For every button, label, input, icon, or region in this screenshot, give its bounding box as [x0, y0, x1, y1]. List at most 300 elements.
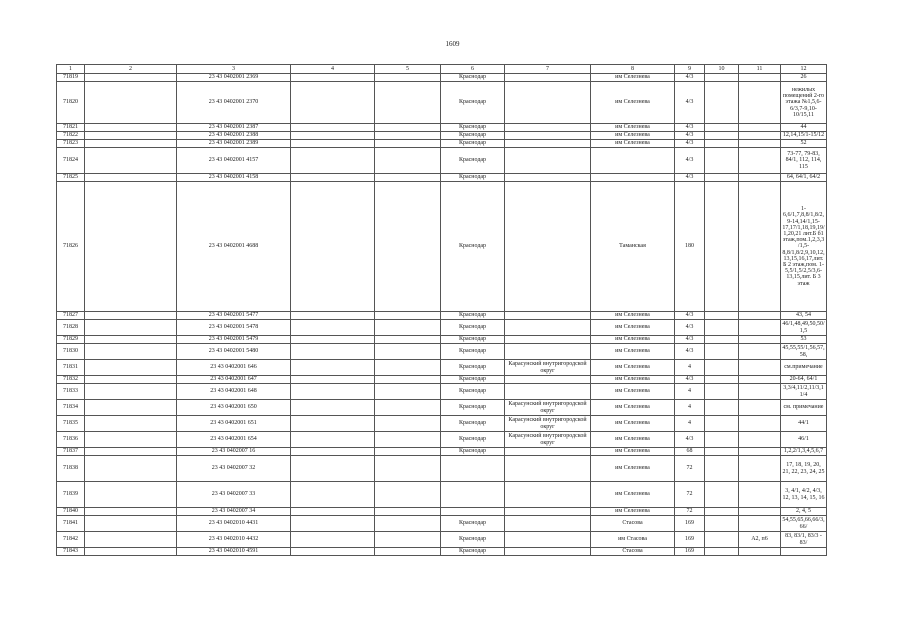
table-row — [57, 140, 827, 148]
col-5-cell — [375, 124, 441, 132]
col-10-cell — [705, 140, 739, 148]
col-4-cell — [291, 312, 375, 320]
house-cell: 72 — [675, 456, 705, 482]
col-5-cell — [375, 432, 441, 448]
cadastral-number: 23 43 0402007 34 — [177, 508, 291, 516]
table-row — [57, 336, 827, 344]
col-11-cell — [739, 376, 781, 384]
col-2-cell — [85, 124, 177, 132]
cadastral-number: 23 43 0402001 2387 — [177, 124, 291, 132]
col-11-cell — [739, 124, 781, 132]
row-number: 71825 — [57, 174, 85, 182]
col-4-cell — [291, 74, 375, 82]
cadastral-number: 23 43 0402001 5479 — [177, 336, 291, 344]
district-cell — [505, 344, 591, 360]
cadastral-number: 23 43 0402001 5480 — [177, 344, 291, 360]
district-cell — [505, 82, 591, 124]
row-number: 71841 — [57, 516, 85, 532]
house-cell: 68 — [675, 448, 705, 456]
cadastral-number: 23 43 0402001 654 — [177, 432, 291, 448]
col-5-cell — [375, 312, 441, 320]
col-10-cell — [705, 320, 739, 336]
col-10-cell — [705, 360, 739, 376]
rooms-cell: 73-77, 79-83, 84/1, 112, 114, 115 — [781, 148, 827, 174]
col-5-cell — [375, 174, 441, 182]
city-cell — [441, 456, 505, 482]
table-row — [57, 508, 827, 516]
city-cell: Краснодар — [441, 376, 505, 384]
street-cell: им Стасова — [591, 532, 675, 548]
col-10-cell — [705, 432, 739, 448]
city-cell: Краснодар — [441, 344, 505, 360]
rooms-cell: 54,55,65,66,66/3,66/ — [782, 517, 825, 530]
table-row — [57, 320, 827, 336]
district-cell — [505, 516, 591, 532]
rooms-cell: 1-6,6/1,7,8,8/1,8/2,9-14,14/1,15-17,17/1,18,19,19/1,20,21 лит.Б б1 этаж,пом.1,2,3,3/1,5-8,8/1,8/2,9,10,12,13,15,16,17,лит. Б 2 этаж,пом. 1-5,5/1,5/2,5/3,6-13,15,лит. Б 3 этаж — [781, 182, 827, 312]
house-cell: 4/3 — [675, 320, 705, 336]
col-11-cell — [739, 416, 781, 432]
col-11-cell — [739, 344, 781, 360]
col-5-cell — [375, 416, 441, 432]
col-11-cell — [739, 384, 781, 400]
col-2-cell — [85, 432, 177, 448]
row-number: 71843 — [57, 548, 85, 556]
col-11-cell — [739, 516, 781, 532]
col-5-cell — [375, 384, 441, 400]
house-cell: 4/3 — [675, 336, 705, 344]
house-cell: 4/3 — [675, 82, 705, 124]
column-header-9: 9 — [675, 65, 705, 74]
table-row — [57, 416, 827, 432]
row-number: 71827 — [57, 312, 85, 320]
col-2-cell — [85, 336, 177, 344]
city-cell: Краснодар — [441, 320, 505, 336]
rooms-cell — [781, 548, 827, 556]
district-cell: Карасунский внутригородской округ — [505, 416, 591, 432]
cadastral-number: 23 43 0402001 650 — [177, 400, 291, 416]
house-cell: 4/3 — [675, 148, 705, 174]
col-10-cell — [705, 376, 739, 384]
col-10-cell — [705, 74, 739, 82]
col-2-cell — [85, 312, 177, 320]
city-cell: Краснодар — [441, 336, 505, 344]
column-header-12: 12 — [781, 65, 827, 74]
row-number: 71834 — [57, 400, 85, 416]
column-header-row — [57, 65, 827, 74]
col-10-cell — [705, 548, 739, 556]
city-cell: Краснодар — [441, 182, 505, 312]
column-header-8: 8 — [591, 65, 675, 74]
house-cell: 4/3 — [675, 124, 705, 132]
col-10-cell — [705, 344, 739, 360]
house-cell: 72 — [675, 508, 705, 516]
district-cell — [505, 174, 591, 182]
street-cell: им Селезнева — [591, 320, 675, 336]
street-cell: им Селезнева — [591, 508, 675, 516]
col-2-cell — [85, 548, 177, 556]
col-5-cell — [375, 320, 441, 336]
col-10-cell — [705, 508, 739, 516]
col-2-cell — [85, 448, 177, 456]
street-cell: им Селезнева — [591, 344, 675, 360]
cadastral-number: 23 43 0402001 4158 — [177, 174, 291, 182]
table-row — [57, 148, 827, 174]
city-cell: Краснодар — [441, 82, 505, 124]
col-4-cell — [291, 532, 375, 548]
rooms-cell: 2, 4, 5 — [781, 508, 827, 516]
column-header-4: 4 — [291, 65, 375, 74]
cadastral-number: 23 43 0402001 4688 — [177, 182, 291, 312]
table-row — [57, 532, 827, 548]
col-11-cell — [739, 182, 781, 312]
city-cell: Краснодар — [441, 416, 505, 432]
col-10-cell — [705, 312, 739, 320]
col-4-cell — [291, 182, 375, 312]
col-10-cell — [705, 482, 739, 508]
house-cell: 4/3 — [675, 312, 705, 320]
col-5-cell — [375, 482, 441, 508]
col-5-cell — [375, 140, 441, 148]
column-header-10: 10 — [705, 65, 739, 74]
rooms-cell: 26 — [781, 74, 827, 82]
rooms-cell: 1,2,2/1,3,4,5,6,7 — [781, 448, 827, 456]
col-11-cell — [739, 482, 781, 508]
col-2-cell — [85, 384, 177, 400]
rooms-cell: см.примечание — [781, 360, 827, 376]
registry-table — [56, 64, 827, 556]
col-4-cell — [291, 508, 375, 516]
col-2-cell — [85, 82, 177, 124]
col-5-cell — [375, 532, 441, 548]
col-4-cell — [291, 140, 375, 148]
cadastral-number: 23 43 0402007 16 — [177, 448, 291, 456]
col-4-cell — [291, 416, 375, 432]
house-cell: 180 — [675, 182, 705, 312]
col-4-cell — [291, 336, 375, 344]
col-10-cell — [705, 456, 739, 482]
cadastral-number: 23 43 0402001 651 — [177, 416, 291, 432]
city-cell: Краснодар — [441, 148, 505, 174]
house-cell: 4 — [675, 400, 705, 416]
street-cell: им Селезнева — [591, 132, 675, 140]
street-cell — [591, 148, 675, 174]
rooms-cell: 20-64, 64/1 — [781, 376, 827, 384]
row-number: 71824 — [57, 148, 85, 174]
col-5-cell — [375, 182, 441, 312]
table-row — [57, 360, 827, 376]
row-number: 71839 — [57, 482, 85, 508]
col-11-cell — [739, 148, 781, 174]
cadastral-number: 23 43 0402001 648 — [177, 384, 291, 400]
table-row — [57, 376, 827, 384]
rooms-cell: 12,14,15/1-15/12 — [781, 132, 827, 140]
city-cell: Краснодар — [441, 132, 505, 140]
house-cell: 4 — [675, 360, 705, 376]
rooms-cell: 53 — [781, 336, 827, 344]
street-cell: им Селезнева — [591, 482, 675, 508]
house-cell: 4/3 — [675, 74, 705, 82]
district-cell — [505, 548, 591, 556]
city-cell: Краснодар — [441, 448, 505, 456]
row-number: 71829 — [57, 336, 85, 344]
house-cell: 4/3 — [675, 432, 705, 448]
col-2-cell — [85, 182, 177, 312]
col-11-cell — [739, 174, 781, 182]
street-cell: Таманская — [591, 182, 675, 312]
col-11-cell — [739, 548, 781, 556]
col-11-cell — [739, 132, 781, 140]
row-number: 71832 — [57, 376, 85, 384]
city-cell: Краснодар — [441, 360, 505, 376]
col-4-cell — [291, 132, 375, 140]
row-number: 71840 — [57, 508, 85, 516]
col-5-cell — [375, 132, 441, 140]
col-4-cell — [291, 174, 375, 182]
district-cell — [505, 312, 591, 320]
row-number: 71819 — [57, 74, 85, 82]
street-cell: Стасова — [591, 516, 675, 532]
column-header-3: 3 — [177, 65, 291, 74]
street-cell: им Селезнева — [591, 376, 675, 384]
city-cell — [441, 508, 505, 516]
col-10-cell — [705, 148, 739, 174]
cadastral-number: 23 43 0402001 4157 — [177, 148, 291, 174]
house-cell: 4 — [675, 416, 705, 432]
district-cell: Карасунский внутригородской округ — [505, 360, 591, 376]
col-5-cell — [375, 336, 441, 344]
district-cell — [505, 124, 591, 132]
table-row — [57, 124, 827, 132]
district-cell: Карасунский внутригородской округ — [505, 432, 591, 448]
rooms-cell: 83, 83/1, 83/3 - 83/ — [781, 532, 827, 548]
house-cell: 4/3 — [675, 140, 705, 148]
row-number: 71831 — [57, 360, 85, 376]
col-4-cell — [291, 432, 375, 448]
house-cell: 4/3 — [675, 132, 705, 140]
district-cell — [505, 148, 591, 174]
col-10-cell — [705, 182, 739, 312]
col-11-cell — [739, 312, 781, 320]
table-row — [57, 82, 827, 124]
city-cell: Краснодар — [441, 432, 505, 448]
col-5-cell — [375, 508, 441, 516]
cadastral-number: 23 43 0402001 2388 — [177, 132, 291, 140]
row-number: 71842 — [57, 532, 85, 548]
column-header-11: 11 — [739, 65, 781, 74]
district-cell — [505, 532, 591, 548]
cadastral-number: 23 43 0402010 4432 — [177, 532, 291, 548]
col-11-cell: А2, п6 — [739, 532, 781, 548]
street-cell: им Селезнева — [591, 360, 675, 376]
col-4-cell — [291, 376, 375, 384]
col-4-cell — [291, 124, 375, 132]
cadastral-number: 23 43 0402007 33 — [177, 482, 291, 508]
table-row — [57, 448, 827, 456]
row-number: 71833 — [57, 384, 85, 400]
city-cell: Краснодар — [441, 74, 505, 82]
cadastral-number: 23 43 0402001 646 — [177, 360, 291, 376]
col-11-cell — [739, 508, 781, 516]
street-cell: им Селезнева — [591, 400, 675, 416]
page-number: 1609 — [445, 40, 460, 48]
table-row — [57, 432, 827, 448]
col-2-cell — [85, 516, 177, 532]
rooms-cell: 64, 64/1, 64/2 — [781, 174, 827, 182]
cadastral-number: 23 43 0402001 2389 — [177, 140, 291, 148]
house-cell: 4/3 — [675, 376, 705, 384]
street-cell: им Селезнева — [591, 312, 675, 320]
col-4-cell — [291, 384, 375, 400]
col-5-cell — [375, 448, 441, 456]
col-2-cell — [85, 482, 177, 508]
district-cell: Карасунский внутригородской округ — [505, 400, 591, 416]
city-cell: Краснодар — [441, 400, 505, 416]
row-number: 71837 — [57, 448, 85, 456]
col-10-cell — [705, 416, 739, 432]
street-cell: им Селезнева — [591, 140, 675, 148]
street-cell: им Селезнева — [591, 384, 675, 400]
street-cell: им Селезнева — [591, 448, 675, 456]
col-2-cell — [85, 532, 177, 548]
col-4-cell — [291, 516, 375, 532]
rooms-cell: 46/1 — [781, 432, 827, 448]
col-11-cell — [739, 360, 781, 376]
district-cell — [505, 132, 591, 140]
district-cell — [505, 482, 591, 508]
table-row — [57, 384, 827, 400]
table-row — [57, 74, 827, 82]
district-cell — [505, 448, 591, 456]
table-row — [57, 312, 827, 320]
rooms-cell: 3, 4/1, 4/2, 4/3, 12, 13, 14, 15, 16 — [781, 482, 827, 508]
col-2-cell — [85, 140, 177, 148]
table-row — [57, 482, 827, 508]
col-5-cell — [375, 456, 441, 482]
cadastral-number: 23 43 0402001 5477 — [177, 312, 291, 320]
col-5-cell — [375, 400, 441, 416]
col-11-cell — [739, 140, 781, 148]
city-cell: Краснодар — [441, 124, 505, 132]
col-10-cell — [705, 336, 739, 344]
district-cell — [505, 74, 591, 82]
rooms-cell: 52 — [781, 140, 827, 148]
col-11-cell — [739, 74, 781, 82]
col-11-cell — [739, 82, 781, 124]
col-10-cell — [705, 82, 739, 124]
col-4-cell — [291, 456, 375, 482]
street-cell: им Селезнева — [591, 74, 675, 82]
rooms-cell: 17, 18, 19, 20, 21, 22, 23, 24, 25 — [781, 456, 827, 482]
city-cell: Краснодар — [441, 516, 505, 532]
table-body — [57, 74, 827, 556]
table-row — [57, 174, 827, 182]
col-10-cell — [705, 384, 739, 400]
rooms-cell: 43, 54 — [781, 312, 827, 320]
column-header-6: 6 — [441, 65, 505, 74]
col-11-cell — [739, 320, 781, 336]
col-2-cell — [85, 400, 177, 416]
cadastral-number: 23 43 0402007 32 — [177, 456, 291, 482]
row-number: 71823 — [57, 140, 85, 148]
row-number: 71838 — [57, 456, 85, 482]
col-5-cell — [375, 74, 441, 82]
city-cell: Краснодар — [441, 140, 505, 148]
district-cell — [505, 384, 591, 400]
rooms-cell: нежилых помещений 2-го этажа №1,5,6-6/3,7-9,10-10/15,11 — [781, 82, 827, 124]
col-4-cell — [291, 400, 375, 416]
city-cell: Краснодар — [441, 384, 505, 400]
street-cell: им Селезнева — [591, 432, 675, 448]
street-cell — [591, 174, 675, 182]
rooms-cell: 45,55,55/1,56,57,58, — [782, 345, 825, 358]
col-10-cell — [705, 132, 739, 140]
cadastral-number: 23 43 0402010 4591 — [177, 548, 291, 556]
house-cell: 4/3 — [675, 344, 705, 360]
col-2-cell — [85, 416, 177, 432]
col-10-cell — [705, 124, 739, 132]
col-4-cell — [291, 448, 375, 456]
table-row — [57, 344, 827, 360]
street-cell: им Селезнева — [591, 416, 675, 432]
col-4-cell — [291, 82, 375, 124]
city-cell — [441, 482, 505, 508]
col-4-cell — [291, 344, 375, 360]
col-10-cell — [705, 516, 739, 532]
col-4-cell — [291, 148, 375, 174]
district-cell — [505, 508, 591, 516]
col-2-cell — [85, 344, 177, 360]
col-5-cell — [375, 82, 441, 124]
house-cell: 4/3 — [675, 174, 705, 182]
city-cell: Краснодар — [441, 312, 505, 320]
col-10-cell — [705, 174, 739, 182]
col-4-cell — [291, 320, 375, 336]
district-cell — [505, 456, 591, 482]
col-11-cell — [739, 448, 781, 456]
street-cell: им Селезнева — [591, 336, 675, 344]
table-row — [57, 400, 827, 416]
street-cell: им Селезнева — [591, 82, 675, 124]
col-2-cell — [85, 74, 177, 82]
row-number: 71820 — [57, 82, 85, 124]
city-cell: Краснодар — [441, 174, 505, 182]
rooms-cell: 44/1 — [781, 416, 827, 432]
col-11-cell — [739, 456, 781, 482]
column-header-2: 2 — [85, 65, 177, 74]
district-cell — [505, 336, 591, 344]
column-header-7: 7 — [505, 65, 591, 74]
rooms-cell: 3,3/4,11/2,11/3,11/4 — [781, 384, 827, 400]
col-2-cell — [85, 132, 177, 140]
col-2-cell — [85, 360, 177, 376]
city-cell: Краснодар — [441, 532, 505, 548]
col-11-cell — [739, 432, 781, 448]
row-number: 71826 — [57, 182, 85, 312]
col-5-cell — [375, 360, 441, 376]
street-cell: им Селезнева — [591, 456, 675, 482]
col-5-cell — [375, 548, 441, 556]
table-row — [57, 516, 827, 532]
column-header-1: 1 — [57, 65, 85, 74]
table-row — [57, 132, 827, 140]
house-cell: 169 — [675, 516, 705, 532]
col-11-cell — [739, 336, 781, 344]
col-5-cell — [375, 148, 441, 174]
col-2-cell — [85, 376, 177, 384]
col-4-cell — [291, 482, 375, 508]
row-number: 71830 — [57, 344, 85, 360]
house-cell: 4 — [675, 384, 705, 400]
